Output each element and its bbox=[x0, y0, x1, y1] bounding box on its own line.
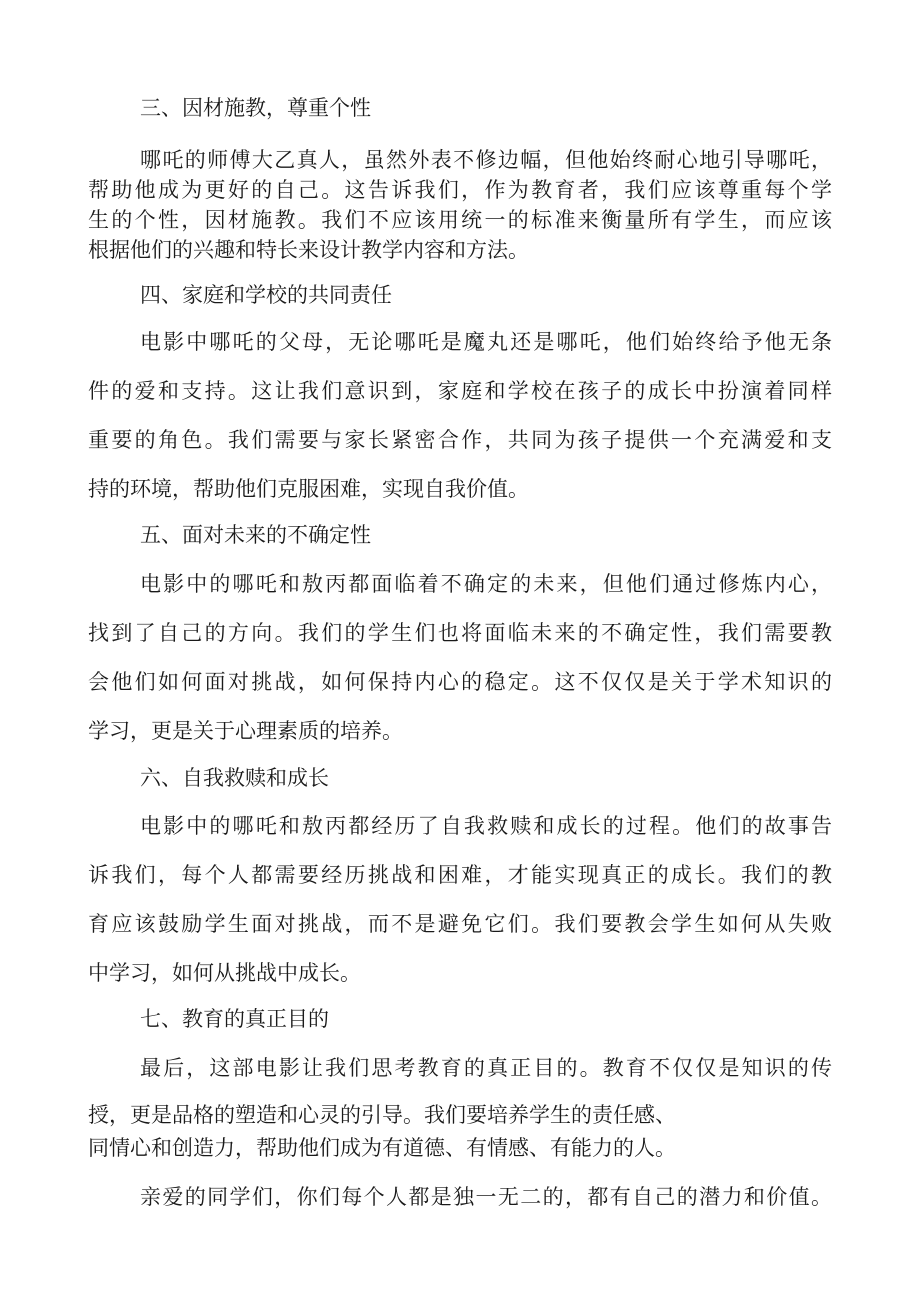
paragraph-line: 会他们如何面对挑战，如何保持内心的稳定。这不仅仅是关于学术知识的 bbox=[88, 670, 832, 694]
paragraph-line: 帮助他成为更好的自己。这告诉我们，作为教育者，我们应该尊重每个学 bbox=[88, 178, 832, 202]
paragraph-line: 电影中的哪吒和敖丙都面临着不确定的未来，但他们通过修炼内心， bbox=[140, 572, 832, 596]
closing-line: 亲爱的同学们，你们每个人都是独一无二的，都有自己的潜力和价值。 bbox=[140, 1185, 832, 1209]
paragraph-line: 持的环境，帮助他们克服困难，实现自我价值。 bbox=[88, 477, 529, 501]
paragraph-line: 根据他们的兴趣和特长来设计教学内容和方法。 bbox=[88, 238, 529, 262]
section-heading-6: 六、自我救赎和成长 bbox=[140, 766, 329, 790]
paragraph-line: 电影中哪吒的父母，无论哪吒是魔丸还是哪吒，他们始终给予他无条 bbox=[140, 330, 832, 354]
paragraph-line: 重要的角色。我们需要与家长紧密合作，共同为孩子提供一个充满爱和支 bbox=[88, 428, 832, 452]
paragraph-line: 找到了自己的方向。我们的学生们也将面临未来的不确定性，我们需要教 bbox=[88, 621, 832, 645]
paragraph-line: 育应该鼓励学生面对挑战，而不是避免它们。我们要教会学生如何从失败 bbox=[88, 912, 832, 936]
section-heading-7: 七、教育的真正目的 bbox=[140, 1007, 329, 1031]
paragraph-line: 中学习，如何从挑战中成长。 bbox=[88, 961, 361, 985]
section-heading-3: 三、因材施教，尊重个性 bbox=[140, 96, 371, 120]
paragraph-line: 电影中的哪吒和敖丙都经历了自我救赎和成长的过程。他们的故事告 bbox=[140, 814, 832, 838]
paragraph-line: 生的个性，因材施教。我们不应该用统一的标准来衡量所有学生，而应该 bbox=[88, 208, 832, 232]
paragraph-line: 最后，这部电影让我们思考教育的真正目的。教育不仅仅是知识的传 bbox=[140, 1056, 832, 1080]
paragraph-line: 件的爱和支持。这让我们意识到，家庭和学校在孩子的成长中扮演着同样 bbox=[88, 379, 832, 403]
paragraph-line: 授，更是品格的塑造和心灵的引导。我们要培养学生的责任感、 bbox=[88, 1103, 676, 1127]
paragraph-line: 诉我们，每个人都需要经历挑战和困难，才能实现真正的成长。我们的教 bbox=[88, 863, 832, 887]
section-heading-5: 五、面对未来的不确定性 bbox=[140, 523, 371, 547]
paragraph-line: 同情心和创造力，帮助他们成为有道德、有情感、有能力的人。 bbox=[88, 1136, 676, 1160]
paragraph-line: 哪吒的师傅大乙真人，虽然外表不修边幅，但他始终耐心地引导哪吒， bbox=[140, 148, 832, 172]
paragraph-line: 学习，更是关于心理素质的培养。 bbox=[88, 719, 403, 743]
section-heading-4: 四、家庭和学校的共同责任 bbox=[140, 283, 392, 307]
